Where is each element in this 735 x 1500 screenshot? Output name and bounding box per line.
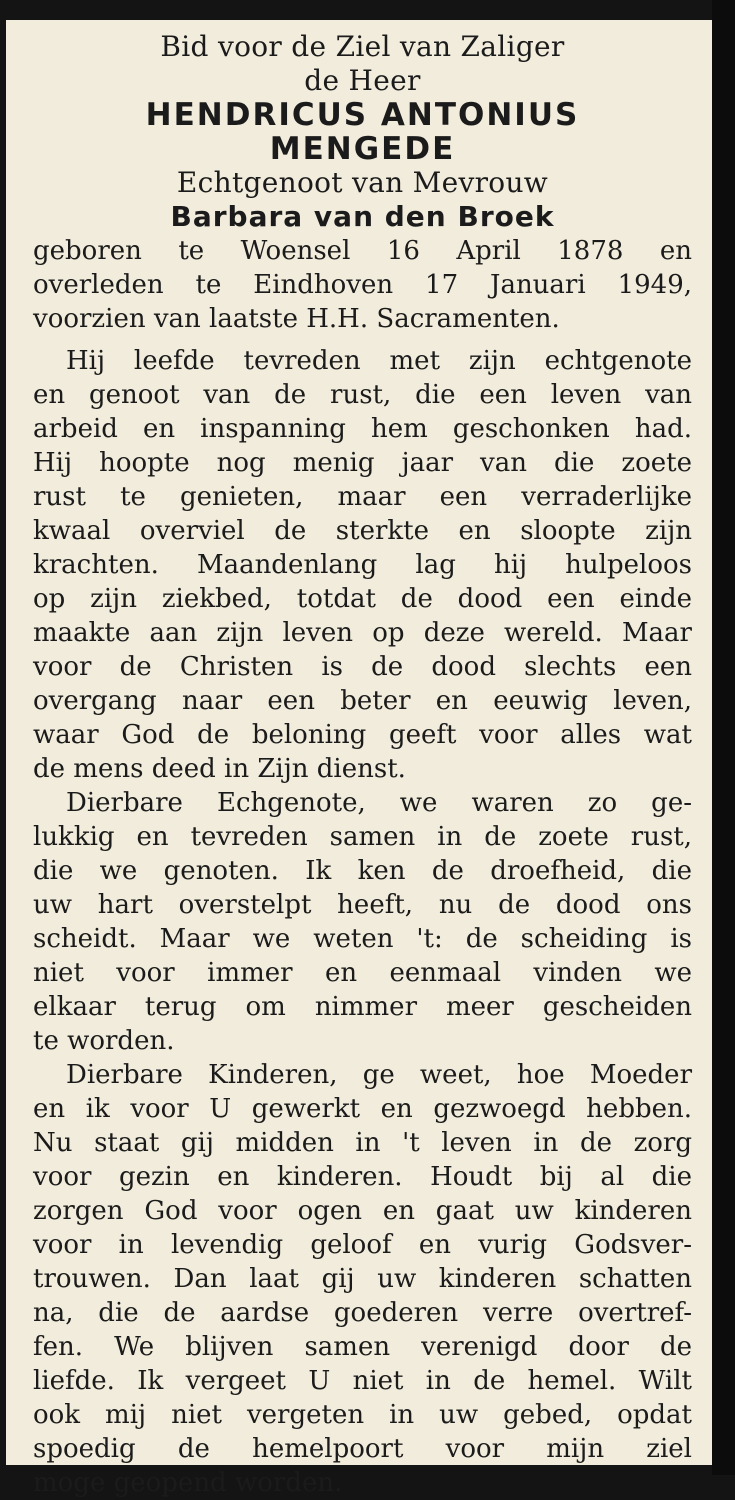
text-line: scheidt. Maar we weten 't: de scheiding is [33,924,692,954]
text-line: krachten. Maandenlang lag hij hulpeloos [33,550,692,580]
text-line: waar God de beloning geeft voor alles wat [33,720,692,750]
text-line: liefde. Ik vergeet U niet in de hemel. Wilt [33,1366,692,1396]
text-line: voor gezin en kinderen. Houdt bij al die [33,1162,692,1192]
text-line: moge geopend worden. [33,1468,343,1498]
text-line: de mens deed in Zijn dienst. [33,754,406,784]
intro-line: voorzien van laatste H.H. Sacramenten. [33,304,560,334]
text-line: voor in levendig geloof en vurig Godsver- [33,1230,692,1260]
deceased-name-line1: HENDRICUS ANTONIUS [145,97,580,133]
text-line: niet voor immer en eenmaal vinden we [33,958,692,988]
text-line: voor de Christen is de dood slechts een [33,652,692,682]
text-line: maakte aan zijn leven op deze wereld. Maar [33,618,692,648]
text-line: kwaal overviel de sterkte en sloopte zijn [33,516,692,546]
prayer-heading: Bid voor de Ziel van Zaliger [160,30,565,63]
card-shadow-edge [712,0,735,1475]
intro-line: overleden te Eindhoven 17 Januari 1949, [33,270,692,300]
intro-line: geboren te Woensel 16 April 1878 en [33,236,692,266]
text-line: spoedig de hemelpoort voor mijn ziel [33,1434,692,1464]
memorial-text [33,344,692,1500]
text-line: Nu staat gij midden in 't leven in de zorg [33,1128,692,1158]
text-line: zorgen God voor ogen en gaat uw kinderen [33,1196,692,1226]
text-line: uw hart overstelpt heeft, nu de dood ons [33,890,692,920]
text-line: Dierbare Echgenote, we waren zo ge- [66,788,692,818]
text-line: na, die de aardse goederen verre overtref- [33,1298,692,1328]
text-line: trouwen. Dan laat gij uw kinderen schatten [33,1264,692,1294]
text-line: overgang naar een beter en eeuwig leven, [33,686,692,716]
text-line: rust te genieten, maar een verraderlijke [33,482,692,512]
deceased-name-line2: MENGEDE [269,131,456,167]
memorial-card [6,20,712,1498]
text-line: Hij hoopte nog menig jaar van die zoete [33,448,692,478]
text-line: fen. We blijven samen verenigd door de [33,1332,692,1362]
text-line: die we genoten. Ik ken de droefheid, die [33,856,692,886]
life-dates [33,234,692,336]
text-line: Hij leefde tevreden met zijn echtgenote [66,346,692,376]
text-line: en genoot van de rust, die een leven van [33,380,692,410]
spouse-intro: Echtgenoot van Mevrouw [176,166,549,199]
text-line: elkaar terug om nimmer meer gescheiden [33,992,692,1022]
text-line: ook mij niet vergeten in uw gebed, opdat [33,1400,692,1430]
text-line: lukkig en tevreden samen in de zoete rust, [33,822,692,852]
text-line: en ik voor U gewerkt en gezwoegd hebben. [33,1094,692,1124]
text-line: op zijn ziekbed, totdat de dood een einde [33,584,692,614]
text-line: arbeid en inspanning hem geschonken had. [33,414,692,444]
spouse-name: Barbara van den Broek [170,200,555,233]
text-line: te worden. [33,1026,175,1056]
honorific: de Heer [304,64,421,97]
text-line: Dierbare Kinderen, ge weet, hoe Moeder [66,1060,692,1090]
